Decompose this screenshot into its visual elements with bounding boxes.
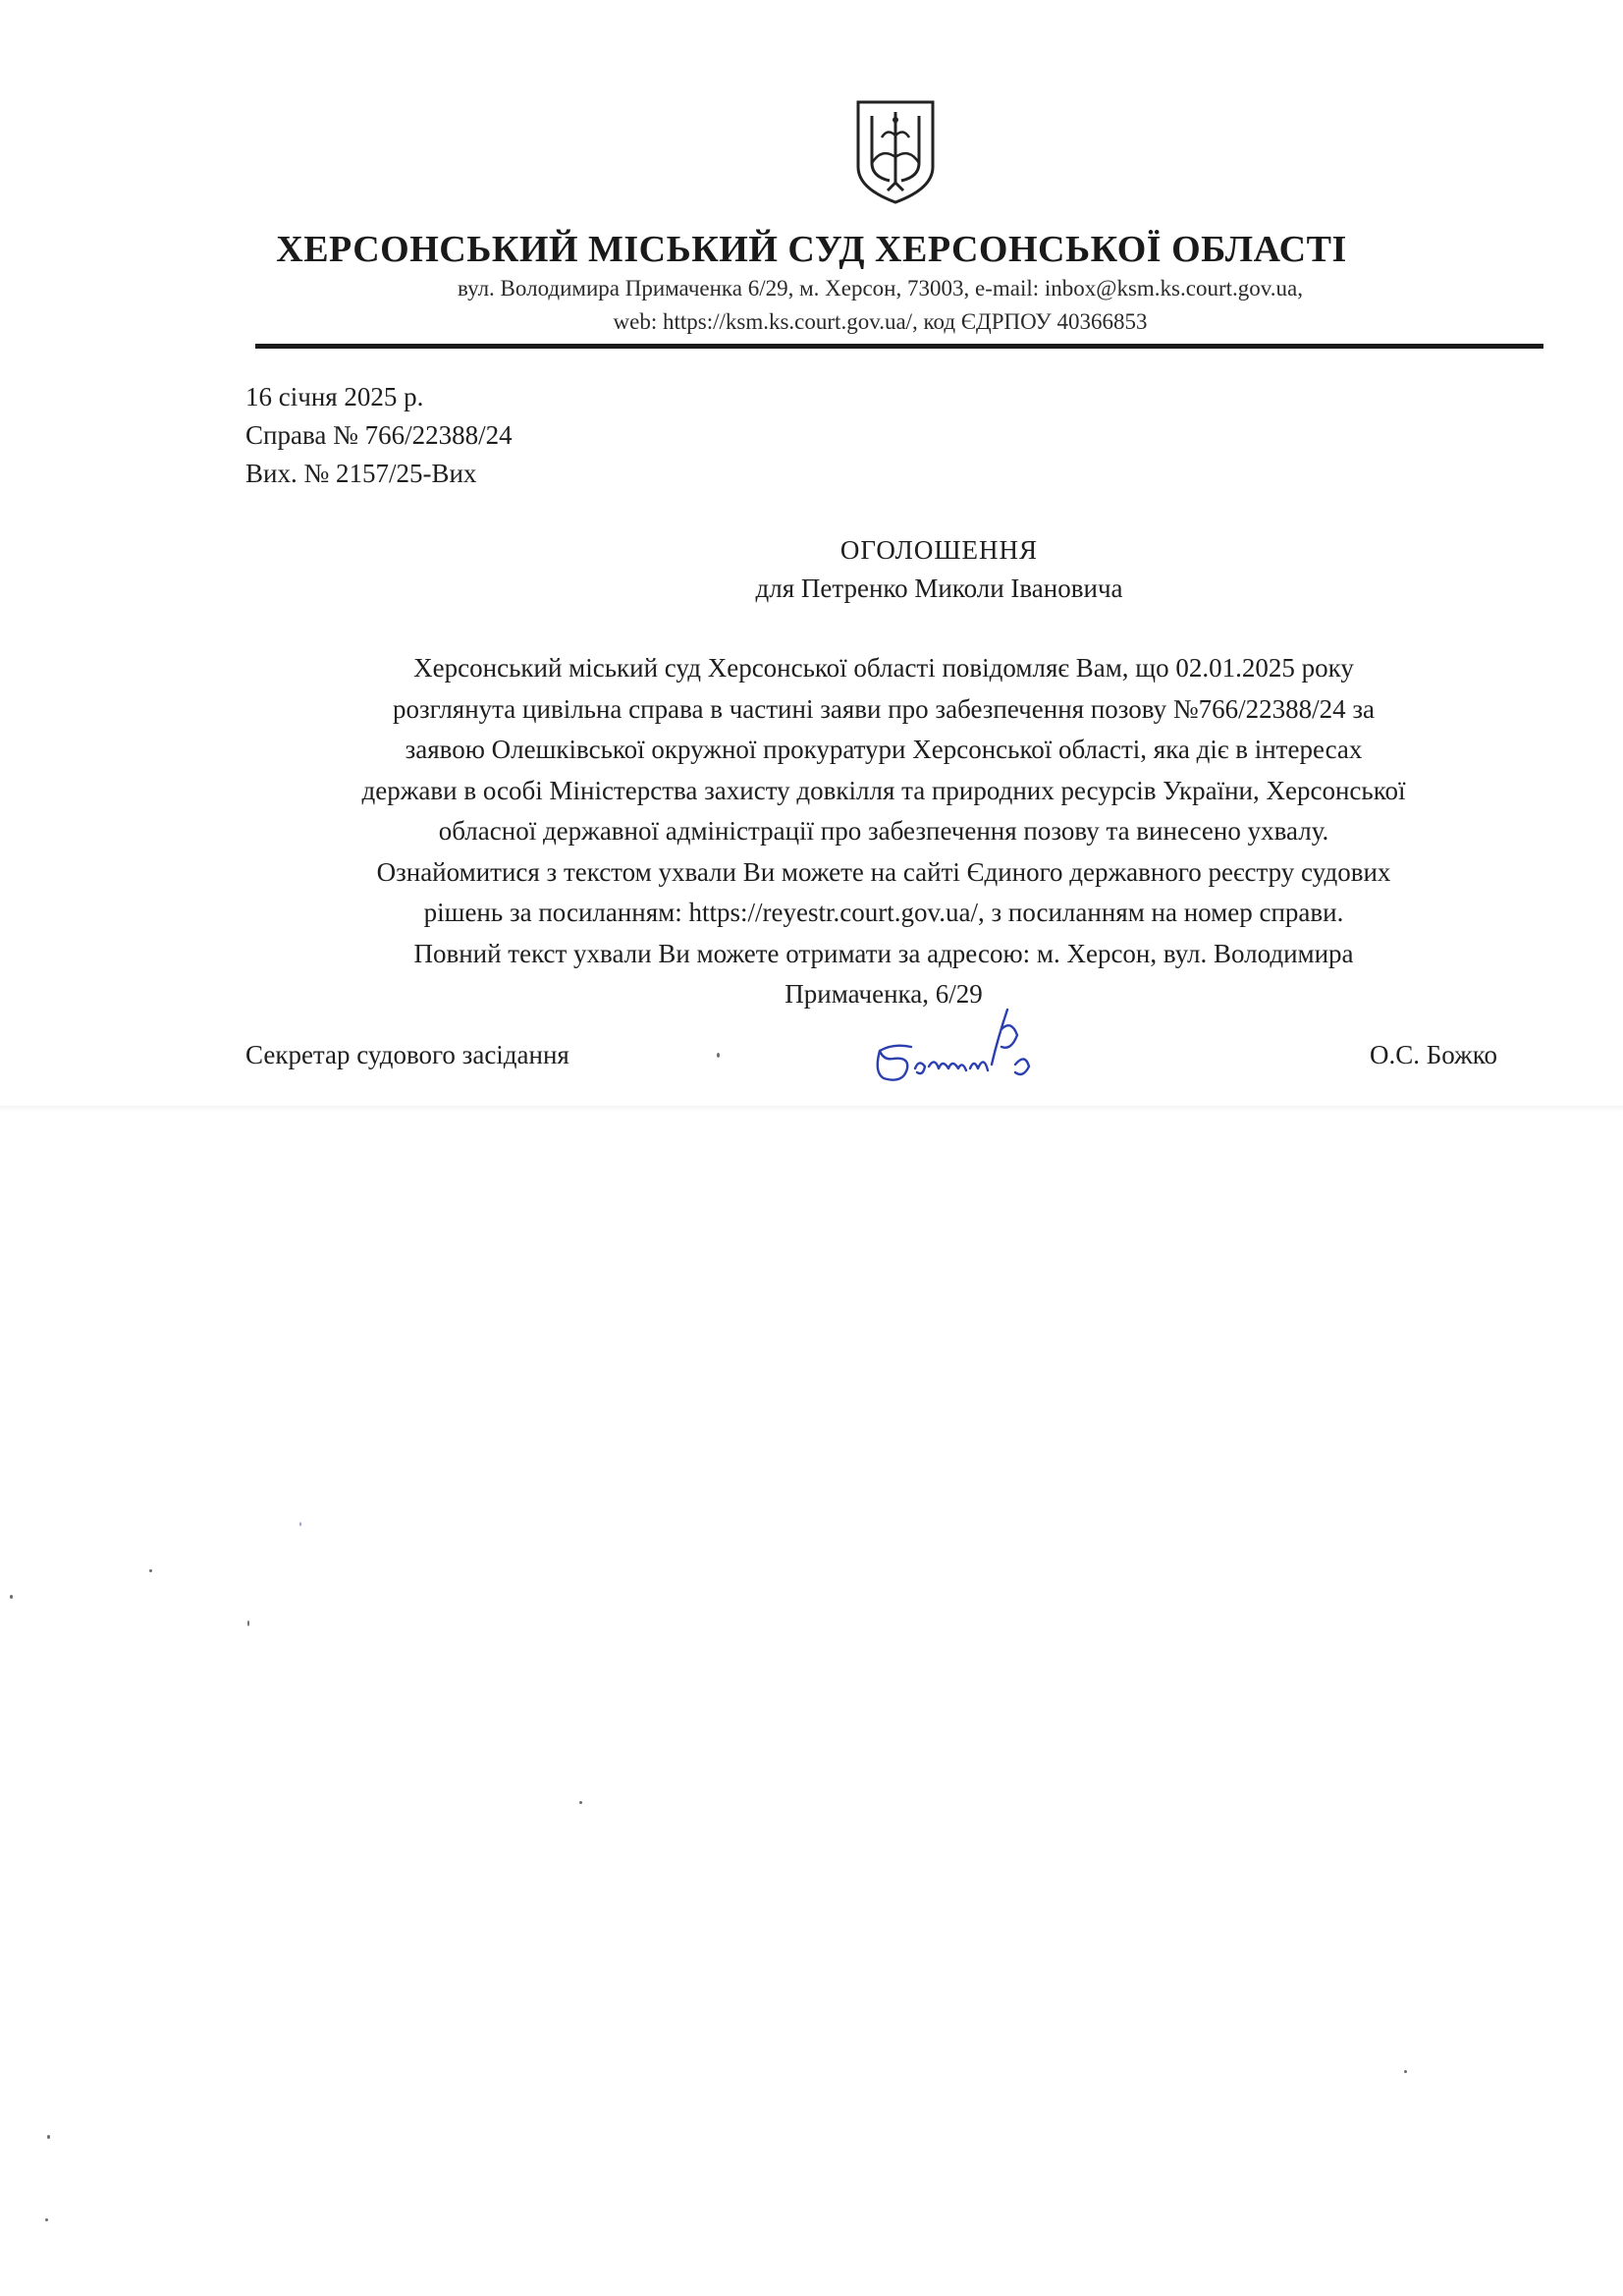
- body-line: Повний текст ухвали Ви можете отримати за адресою: м. Херсон, вул. Володимира: [413, 938, 1354, 968]
- body-line: рішень за посиланням: https://reyestr.court.gov.ua/, з посиланням на номер справи.: [423, 898, 1344, 927]
- scan-speck: [47, 2135, 50, 2139]
- case-number: Справа № 766/22388/24: [245, 420, 513, 450]
- signatory-name: О.С. Божко: [1370, 1040, 1497, 1069]
- scan-speck: [45, 2218, 48, 2221]
- body-line: обласної державної адміністрації про забезпечення позову та винесено ухвалу.: [438, 816, 1329, 846]
- trident-coat-of-arms-icon: [852, 98, 939, 206]
- scan-edge: [0, 1106, 1623, 1112]
- body-line: держави в особі Міністерства захисту довкілля та природних ресурсів України, Херсонської: [361, 775, 1406, 805]
- court-address-line: вул. Володимира Примаченка 6/29, м. Херсон, 73003, e-mail: inbox@ksm.ks.court.gov.ua,: [458, 276, 1303, 301]
- scan-speck: [579, 1801, 582, 1804]
- announcement-title: ОГОЛОШЕННЯ: [839, 535, 1039, 565]
- scan-speck: [1404, 2070, 1407, 2073]
- scan-speck: [247, 1620, 249, 1626]
- header-divider: [255, 344, 1543, 349]
- scan-speck: [10, 1595, 13, 1599]
- body-line: Херсонський міський суд Херсонської області повідомляє Вам, що 02.01.2025 року: [413, 653, 1354, 683]
- document-date: 16 січня 2025 р.: [245, 382, 424, 411]
- announcement-recipient: для Петренко Миколи Івановича: [755, 574, 1123, 603]
- court-title: ХЕРСОНСЬКИЙ МІСЬКИЙ СУД ХЕРСОНСЬКОЇ ОБЛАСТІ: [276, 229, 1347, 270]
- scan-speck: [717, 1053, 720, 1058]
- handwritten-signature: [864, 990, 1060, 1098]
- body-line: заявою Олешківської окружної прокуратури Херсонської області, яка діє в інтересах: [405, 735, 1363, 764]
- court-web-line: web: https://ksm.ks.court.gov.ua/, код ЄДРПОУ 40366853: [613, 309, 1148, 334]
- scan-speck: [299, 1522, 301, 1526]
- signatory-role: Секретар судового засідання: [245, 1040, 569, 1069]
- body-line: розглянута цивільна справа в частині заяви про забезпечення позову №766/22388/24 за: [392, 693, 1376, 724]
- announcement-body: [265, 648, 1502, 1015]
- body-line: Ознайомитися з текстом ухвали Ви можете на сайті Єдиного державного реєстру судових: [376, 856, 1391, 887]
- outgoing-number: Вих. № 2157/25-Вих: [245, 459, 477, 488]
- body-line: Примаченка, 6/29: [784, 979, 983, 1009]
- scan-speck: [149, 1569, 152, 1572]
